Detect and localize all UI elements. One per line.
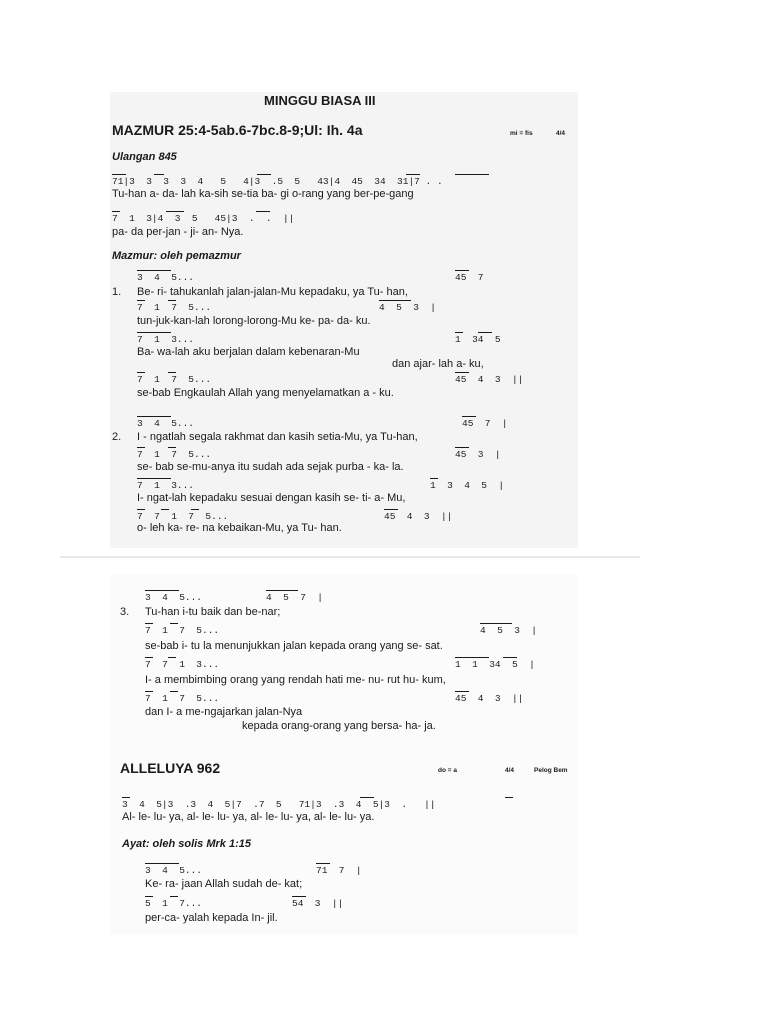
v2-notes-4: 7 7 1 7 5... [137, 511, 229, 522]
ulangan-lyric-1: Tu-han a- da- lah ka-sih se-tia ba- gi o-rang yang ber-pe-gang [112, 188, 414, 200]
v3-notes-end-3: 1 1 34 5 | [455, 659, 535, 670]
v1-notes-1: 3 4 5... [137, 272, 195, 283]
v2-notes-3: 7 1 3... [137, 480, 195, 491]
mazmur-key: mi = fis [510, 130, 533, 137]
v3-lyric-2: se-bab i- tu la menunjukkan jalan kepada orang yang se- sat. [145, 640, 443, 652]
ulangan-label: Ulangan 845 [112, 151, 177, 163]
alleluya-key: do = a [438, 767, 457, 774]
v3-notes-end-4: 45 4 3 || [455, 693, 524, 704]
alleluya-meter: 4/4 [505, 767, 515, 774]
page-divider [60, 556, 640, 558]
v1-notes-end-4: 45 4 3 || [455, 374, 524, 385]
v3-lyric-1: Tu-han i-tu baik dan be-nar; [145, 606, 281, 618]
ayat-label: Ayat: oleh solis Mrk 1:15 [122, 838, 251, 850]
v3-notes-end-1: 4 5 7 | [266, 592, 324, 603]
v1-notes-4: 7 1 7 5... [137, 374, 212, 385]
v3-notes-2: 7 1 7 5... [145, 625, 220, 636]
alleluya-lyric: Al- le- lu- ya, al- le- lu- ya, al- le- lu- ya, al- le- lu- ya. [122, 811, 375, 823]
v1-notes-end-1: 45 7 [455, 272, 484, 283]
v1-lyric-2: tun-juk-kan-lah lorong-lorong-Mu ke- pa- da- ku. [137, 315, 371, 327]
v2-lyric-4: o- leh ka- re- na kebaikan-Mu, ya Tu- han. [137, 522, 342, 534]
v2-notes-end-2: 45 3 | [455, 449, 501, 460]
v3-notes-3: 7 7 1 3... [145, 659, 220, 670]
alleluya-notes: 3 4 5|3 .3 4 5|7 .7 5 71|3 .3 4 5|3 . || [122, 799, 436, 810]
ayat-notes-2: 5 1 7... [145, 898, 203, 909]
verse-2-number: 2. [112, 431, 122, 443]
alleluya-heading: ALLELUYA 962 [120, 760, 221, 776]
v3-notes-end-2: 4 5 3 | [480, 625, 538, 636]
verse-1-number: 1. [112, 286, 122, 298]
mazmur-meter: 4/4 [556, 130, 566, 137]
v2-lyric-1: I - ngatlah segala rakhmat dan kasih setia-Mu, ya Tu-han, [137, 431, 418, 443]
v1-notes-end-2: 4 5 3 | [379, 302, 437, 313]
v2-notes-end-4: 45 4 3 || [384, 511, 453, 522]
v3-lyric-4b: kepada orang-orang yang bersa- ha- ja. [242, 720, 436, 732]
v3-notes-1: 3 4 5... [145, 592, 203, 603]
ayat-lyric-1: Ke- ra- jaan Allah sudah de- kat; [145, 878, 303, 890]
v1-lyric-4: se-bab Engkaulah Allah yang menyelamatkan a - ku. [137, 387, 394, 399]
v3-lyric-4: dan I- a me-ngajarkan jalan-Nya [145, 706, 303, 718]
v2-notes-2: 7 1 7 5... [137, 449, 212, 460]
ayat-notes-end-1: 71 7 | [316, 865, 362, 876]
v2-notes-end-3: 1 3 4 5 | [430, 480, 505, 491]
ulangan-notes-1: 71|3 3 3 3 4 5 4|3 .5 5 43|4 45 34 31|7 . . [112, 176, 443, 187]
ulangan-notes-2: 7 1 3|4 3 5 45|3 . . || [112, 213, 295, 224]
v2-lyric-2: se- bab se-mu-anya itu sudah ada sejak purba - ka- la. [137, 461, 404, 473]
v2-notes-1: 3 4 5... [137, 418, 195, 429]
v2-lyric-3: I- ngat-lah kepadaku sesuai dengan kasih se- ti- a- Mu, [137, 492, 406, 504]
ulangan-lyric-2: pa- da per-jan - ji- an- Nya. [112, 226, 244, 238]
v2-notes-end-1: 45 7 | [462, 418, 508, 429]
v1-notes-end-3: 1 34 5 [455, 334, 501, 345]
mazmur-label: Mazmur: oleh pemazmur [112, 250, 241, 262]
page-title: MINGGU BIASA III [264, 93, 376, 108]
alleluya-scale: Pelog Bem [534, 767, 568, 774]
v1-lyric-1: Be- ri- tahukanlah jalan-jalan-Mu kepadaku, ya Tu- han, [137, 286, 408, 298]
ayat-lyric-2: per-ca- yalah kepada In- jil. [145, 912, 278, 924]
ayat-notes-1: 3 4 5... [145, 865, 203, 876]
verse-3-number: 3. [120, 606, 130, 618]
v3-lyric-3: I- a membimbing orang yang rendah hati me- nu- rut hu- kum, [145, 674, 446, 686]
v3-notes-4: 7 1 7 5... [145, 693, 220, 704]
v1-lyric-3: Ba- wa-lah aku berjalan dalam kebenaran-Mu [137, 346, 360, 358]
ayat-notes-end-2: 54 3 || [292, 898, 344, 909]
v1-lyric-3b: dan ajar- lah a- ku, [392, 358, 484, 370]
v1-notes-2: 7 1 7 5... [137, 302, 212, 313]
v1-notes-3: 7 1 3... [137, 334, 195, 345]
mazmur-heading: MAZMUR 25:4-5ab.6-7bc.8-9;Ul: Ih. 4a [112, 122, 363, 138]
